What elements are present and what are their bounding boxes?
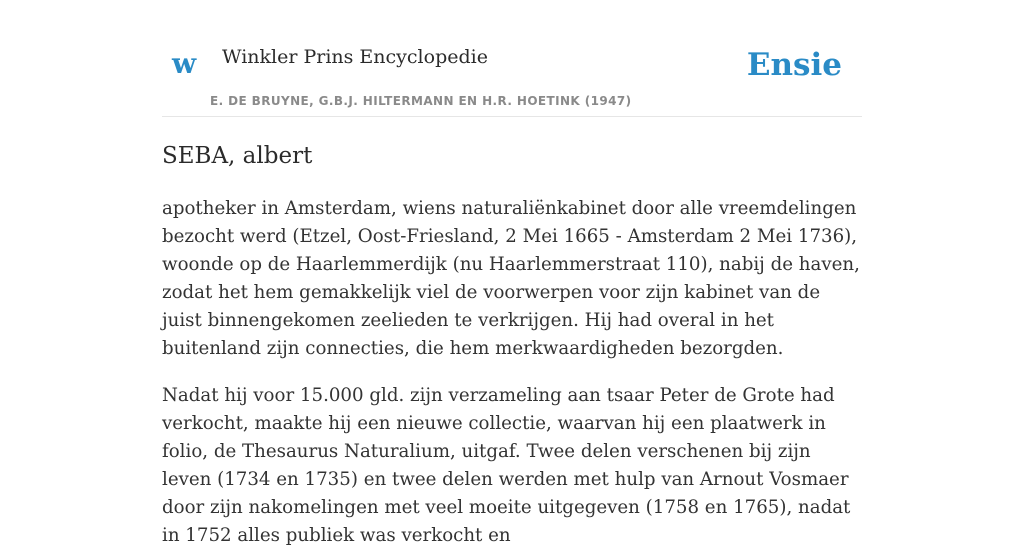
source-logo[interactable]: w: [172, 47, 197, 80]
source-header: [162, 0, 862, 117]
entry-paragraph-1: apotheker in Amsterdam, wiens naturaliënkabinet door alle vreemdelingen bezocht werd (Etzel, Oost-Friesland, 2 Mei 1665 - Amsterdam 2 Mei 1736), woonde op de Haarlemmerdijk (nu Haarlemmerstraat 110), nabij de haven, zodat het hem gemakkelijk viel de voorwerpen voor zijn kabinet van de juist binnengekomen zeelieden te verkrijgen. Hij had overal in het buitenland zijn connecties, die hem merkwaardigheden bezorgden.: [162, 197, 860, 359]
source-authors: E. DE BRUYNE, G.B.J. HILTERMANN EN H.R. HOETINK (1947): [210, 94, 632, 108]
source-title-link[interactable]: Winkler Prins Encyclopedie: [222, 46, 488, 68]
entry-paragraph-2: Nadat hij voor 15.000 gld. zijn verzameling aan tsaar Peter de Grote had verkocht, maakte hij een nieuwe collectie, waarvan hij een plaatwerk in folio, de Thesaurus Naturalium, uitgaf. Twee delen verschenen bij zijn leven (1734 en 1735) en twee delen werden met hulp van Arnout Vosmaer door zijn nakomelingen met veel moeite uitgegeven (1758 en 1765), nadat in 1752 alles publiek was verkocht en: [162, 384, 851, 546]
article-page: [162, 0, 862, 550]
entry-title: SEBA, albert: [162, 143, 313, 169]
ensie-logo[interactable]: Ensie: [746, 47, 842, 83]
